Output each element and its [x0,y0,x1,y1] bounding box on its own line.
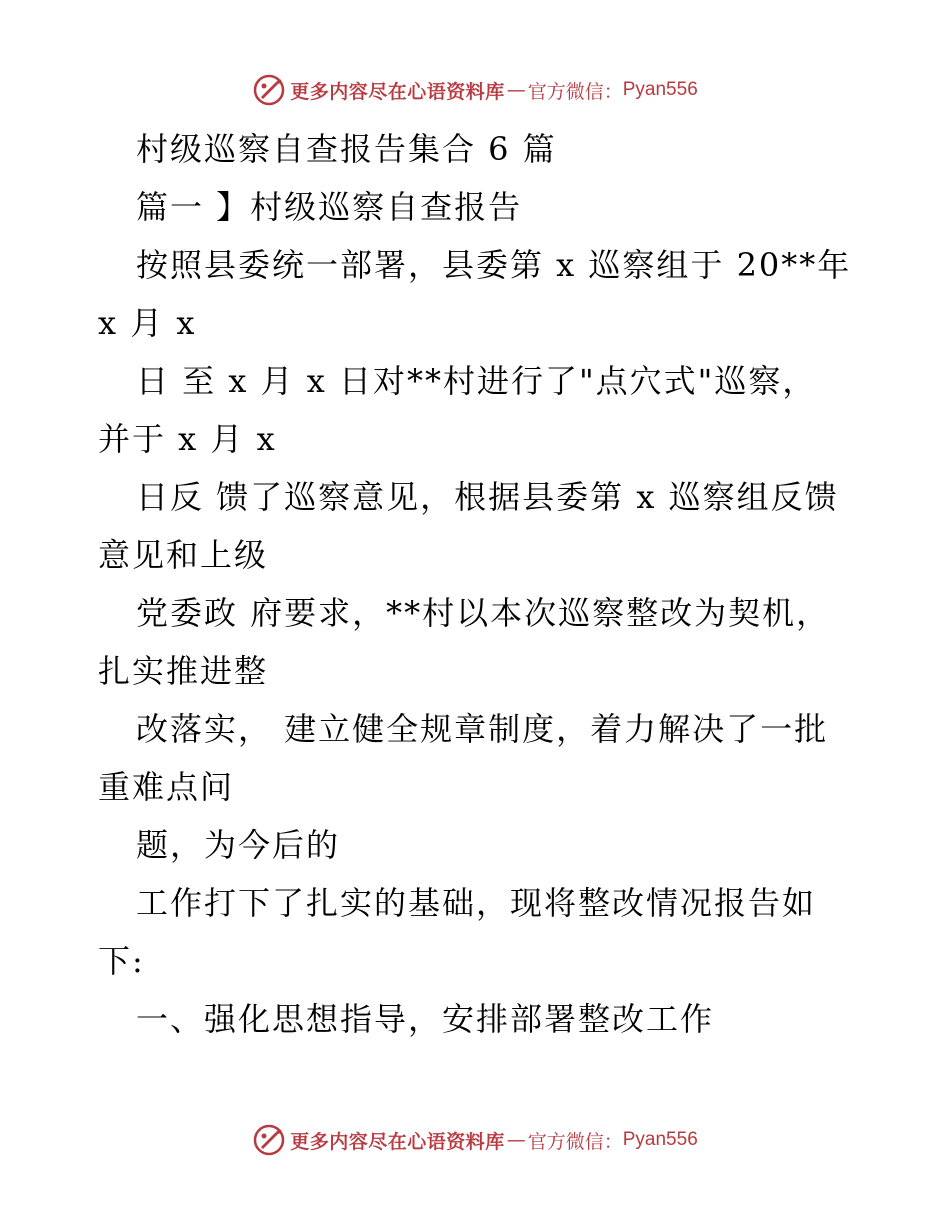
banner-wechat-label: 官方微信： [527,80,623,103]
banner-separator: — [506,79,526,101]
banner-wechat-id: Pyan556 [622,79,698,100]
text-line: 村级巡察自查报告集合 6 篇 [136,130,557,168]
text-line: 党委政 府要求，**村以本次巡察整改为契机， [136,594,831,632]
text-line: 日反 馈了巡察意见，根据县委第 x 巡察组反馈 [136,478,839,516]
text-line: 意见和上级 [98,536,269,574]
text-line: 题，为今后的 [136,826,341,864]
text-line: 按照县委统一部署，县委第 x 巡察组于 20**年 [136,246,852,284]
header-banner [0,70,950,110]
text-line: 扎实推进整 [98,652,269,690]
banner-wechat-label: 官方微信： [527,1130,623,1153]
text-line: 日 至 x 月 x 日对**村进行了"点穴式"巡察， [136,362,817,400]
document-body [98,120,858,1048]
banner-separator: — [506,1129,526,1151]
text-line: 重难点问 [98,768,235,806]
text-line: x 月 x [98,304,197,342]
quill-logo-icon [252,73,286,107]
text-line: 下: [98,942,145,980]
banner-text: 更多内容尽在心语资料库 [290,80,505,103]
text-line: 并于 x 月 x [98,420,277,458]
text-line: 改落实， 建立健全规章制度，着力解决了一批 [136,710,829,748]
text-line: 篇一 】村级巡察自查报告 [136,188,523,226]
banner-wechat-id: Pyan556 [622,1129,698,1150]
banner-text: 更多内容尽在心语资料库 [290,1130,505,1153]
footer-banner [0,1120,950,1160]
text-line: 一、强化思想指导，安排部署整改工作 [136,1000,715,1038]
text-line: 工作打下了扎实的基础，现将整改情况报告如 [136,884,817,922]
quill-logo-icon [252,1123,286,1157]
